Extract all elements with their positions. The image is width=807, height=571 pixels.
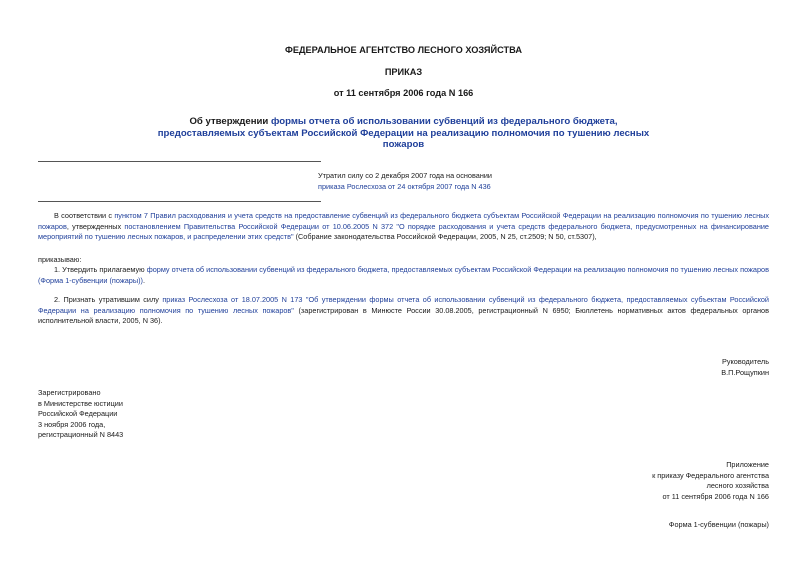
appendix-line: от 11 сентября 2006 года N 166 xyxy=(662,491,769,501)
item-1-end: . xyxy=(142,275,145,285)
registration-line: Российской Федерации xyxy=(38,409,118,419)
item-2-text: 2. Признать утратившим силу xyxy=(54,295,163,304)
rules-link[interactable]: пунктом 7 Правил расходования и учета средств на предоставление субвенций из федерального бюджета субъектам Российской Федерации на реализацию полномочия по тушению лесных пожаров xyxy=(38,211,769,231)
separator-bottom xyxy=(38,201,321,202)
preamble-text-1: В соответствии с xyxy=(54,211,115,220)
document-title xyxy=(150,116,657,151)
resolution-link[interactable]: постановлением Правительства Российской Федерации от 10.06.2005 N 372 "О порядке расходования и учета средств федерального бюджета, предусмотренных на финансирование мероприятий по тушению лесных пожаров, и распределении этих средств" xyxy=(38,221,769,242)
item-2-paragraph xyxy=(38,295,769,327)
appendix-line: Приложение xyxy=(726,460,769,469)
preamble-text-2: , утвержденных xyxy=(66,221,125,231)
item-1-text: 1. Утвердить прилагаемую xyxy=(54,265,147,274)
registration-line: регистрационный N 8443 xyxy=(38,430,124,440)
status-text: Утратил силу со 2 декабря 2007 года на основании xyxy=(318,171,493,180)
document-date: от 11 сентября 2006 года N 166 xyxy=(333,88,474,98)
appendix-block xyxy=(519,460,769,502)
agency-name: ФЕДЕРАЛЬНОЕ АГЕНТСТВО ЛЕСНОГО ХОЗЯЙСТВА xyxy=(285,45,522,55)
registration-line: 3 ноября 2006 года, xyxy=(38,419,106,429)
appendix-line: к приказу Федерального агентства xyxy=(652,470,769,480)
document-type: ПРИКАЗ xyxy=(384,67,423,77)
title-link[interactable]: формы отчета об использовании субвенций из федерального бюджета, предоставляемых субъектам Российской Федерации на реализацию полномочия по тушению лесных пожаров xyxy=(157,116,650,150)
title-prefix: Об утверждении xyxy=(189,116,271,127)
order-word: приказываю: xyxy=(38,255,82,264)
signature-block xyxy=(569,357,769,378)
item-1-paragraph xyxy=(38,265,769,286)
registration-block xyxy=(38,388,238,441)
form-label: Форма 1-субвенции (пожары) xyxy=(668,520,769,529)
registration-line: Зарегистрировано xyxy=(38,388,101,397)
preamble-paragraph xyxy=(38,211,769,243)
item-2-end: (зарегистрирован в Минюсте России 30.08.2005, регистрационный N 6950; Бюллетень нормативных актов федеральных органов исполнительной власти, 2005, N 36). xyxy=(38,305,769,326)
separator-top xyxy=(38,161,321,162)
status-link[interactable]: приказа Рослесхоза от 24 октября 2007 года N 436 xyxy=(318,181,491,191)
registration-line: в Министерстве юстиции xyxy=(38,398,123,408)
appendix-line: лесного хозяйства xyxy=(706,481,769,491)
signature-role: Руководитель xyxy=(721,357,769,366)
repealed-order-link[interactable]: приказ Рослесхоза от 18.07.2005 N 173 "Об утверждении формы отчета об использовании субвенций из федерального бюджета, предоставляемых субъектам Российской Федерации на реализацию полномочия по тушению лесных пожаров" xyxy=(38,295,769,315)
preamble-text-3: (Собрание законодательства Российской Федерации, 2005, N 25, ст.2509; N 50, ст.5307), xyxy=(293,232,597,242)
signature-name: В.П.Рощупкин xyxy=(721,367,769,377)
status-note xyxy=(318,171,758,192)
form-link[interactable]: форму отчета об использовании субвенций из федерального бюджета, предоставляемых субъектам Российской Федерации на реализацию полномочия по тушению лесных пожаров (Форма 1-субвенции (пожары)) xyxy=(38,265,769,285)
